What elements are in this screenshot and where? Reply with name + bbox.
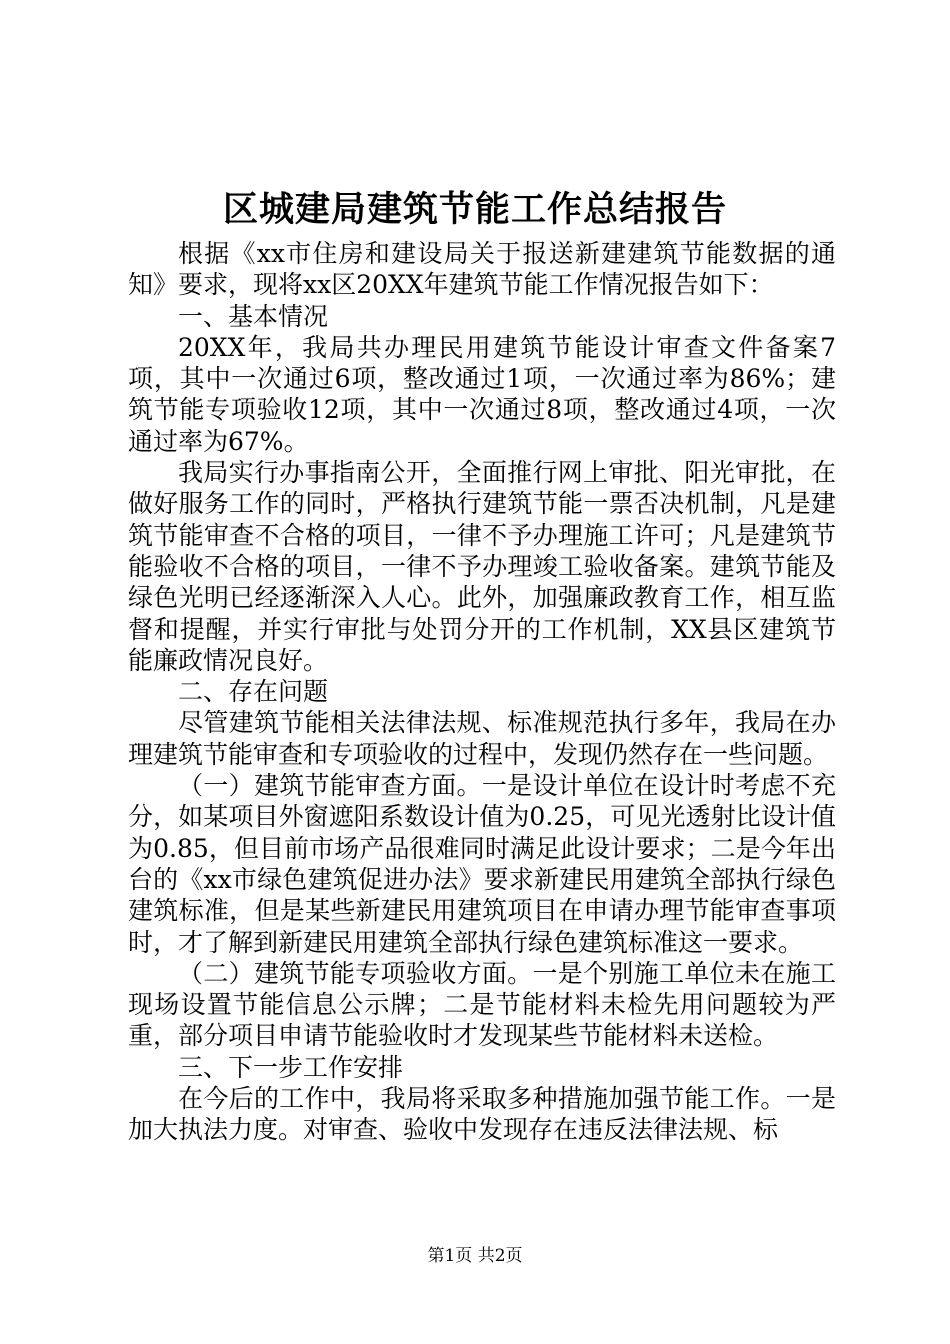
paragraph-acceptance-problems: （二）建筑节能专项验收方面。一是个别施工单位未在施工现场设置节能信息公示牌；二是节能材料未检先用问题较为严重，部分项目申请节能验收时才发现某些节能材料未送检。	[128, 958, 836, 1051]
heading-basic-situation: 一、基本情况	[178, 301, 329, 331]
paragraph-next-steps: 在今后的工作中，我局将采取多种措施加强节能工作。一是加大执法力度。对审查、验收中发现存在违反法律法规、标	[128, 1084, 836, 1145]
paragraph-statistics: 20XX年，我局共办理民用建筑节能设计审查文件备案7项，其中一次通过6项，整改通过1项，一次通过率为86%；建筑节能专项验收12项，其中一次通过8项，整改通过4项，一次通过率为67%。	[128, 332, 836, 456]
paragraph-problems-intro: 尽管建筑节能相关法律法规、标准规范执行多年，我局在办理建筑节能审查和专项验收的过程中，发现仍然存在一些问题。	[128, 708, 836, 769]
heading-existing-problems: 二、存在问题	[178, 677, 329, 707]
paragraph-approval-practice: 我局实行办事指南公开，全面推行网上审批、阳光审批，在做好服务工作的同时，严格执行建筑节能一票否决机制，凡是建筑节能审查不合格的项目，一律不予办理施工许可；凡是建筑节能验收不合格的项目，一律不予办理竣工验收备案。建筑节能及绿色光明已经逐渐深入人心。此外，加强廉政教育工作，相互监督和提醒，并实行审批与处罚分开的工作机制，XX县区建筑节能廉政情况良好。	[128, 458, 836, 675]
page-number-footer: 第1页 共2页	[427, 1246, 523, 1266]
document-title: 区城建局建筑节能工作总结报告	[222, 189, 727, 230]
paragraph-review-problems: （一）建筑节能审查方面。一是设计单位在设计时考虑不充分，如某项目外窗遮阳系数设计值为0.25，可见光透射比设计值为0.85，但目前市场产品很难同时满足此设计要求；二是今年出台的《xx市绿色建筑促进办法》要求新建民用建筑全部执行绿色建筑标准，但是某些新建民用建筑项目在申请办理节能审查事项时，才了解到新建民用建筑全部执行绿色建筑标准这一要求。	[128, 771, 836, 957]
document-body	[128, 238, 836, 1146]
paragraph-intro: 根据《xx市住房和建设局关于报送新建建筑节能数据的通知》要求，现将xx区20XX年建筑节能工作情况报告如下：	[128, 239, 836, 300]
heading-next-steps: 三、下一步工作安排	[178, 1052, 404, 1082]
